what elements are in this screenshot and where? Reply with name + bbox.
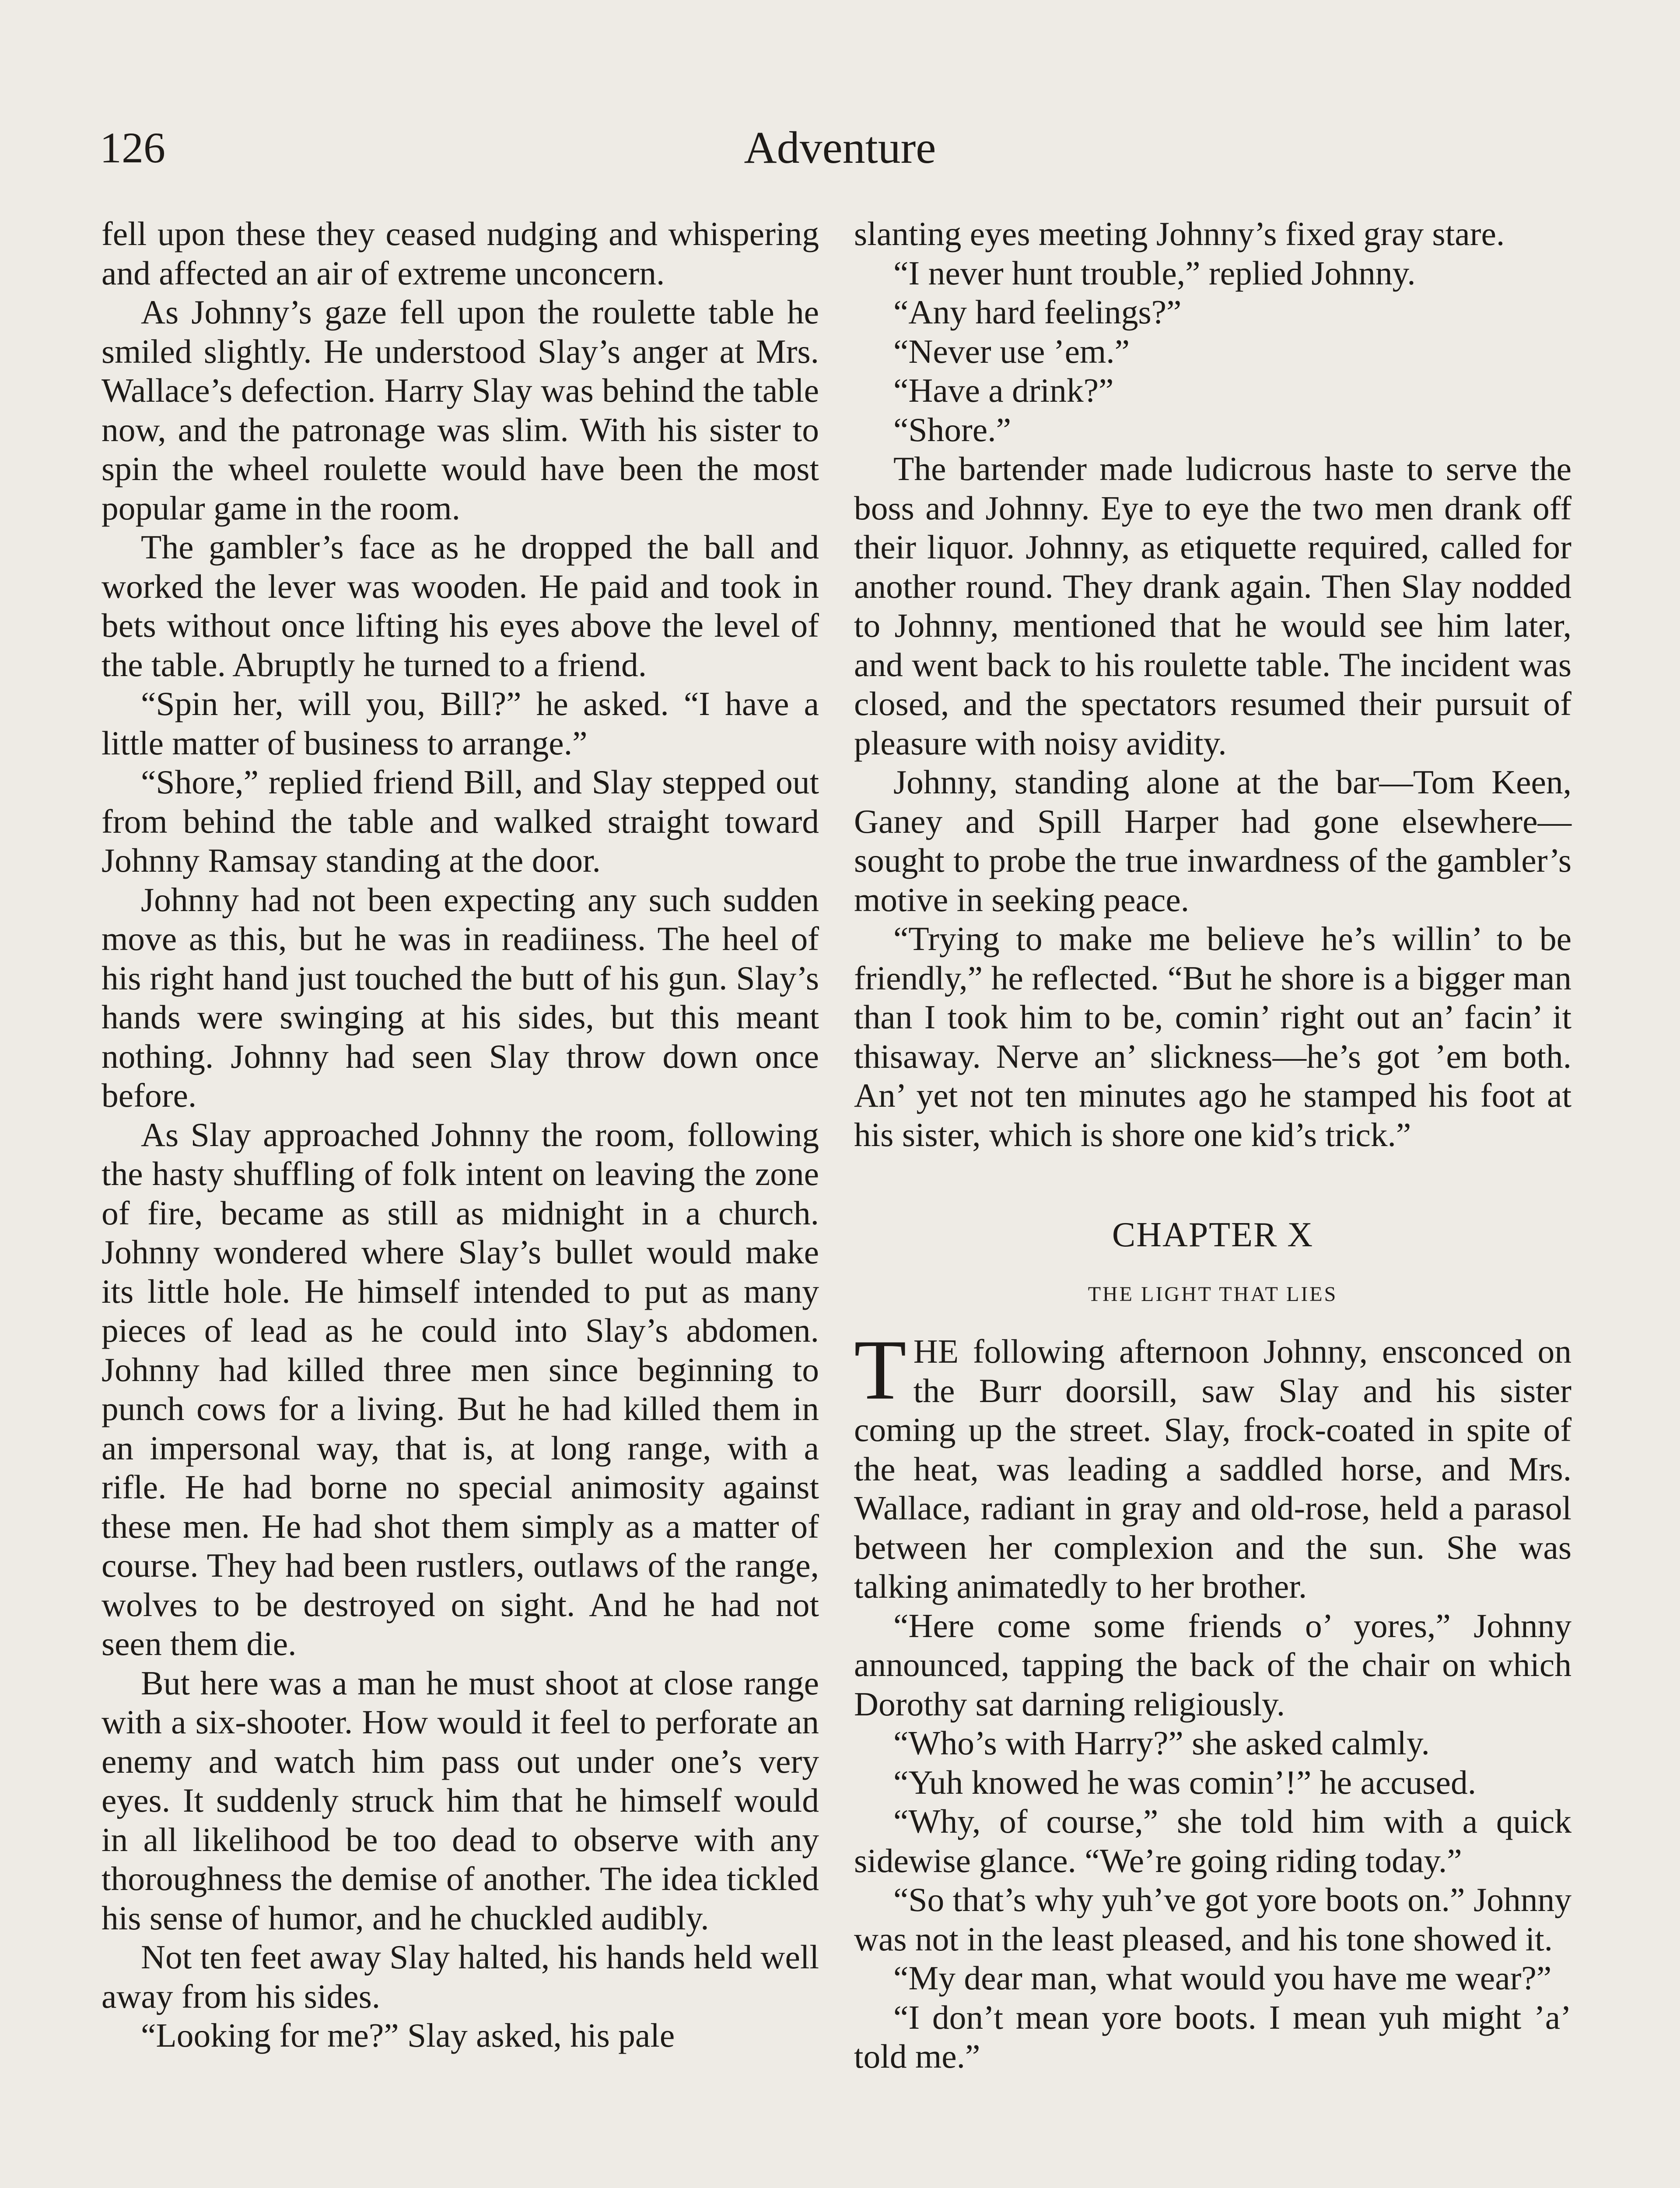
paragraph: fell upon these they ceased nudging and whispering and affected an air of extreme unconcern. [102,215,819,292]
running-title: Adventure [744,123,936,173]
paragraph: The gambler’s face as he dropped the ball and worked the lever was wooden. He paid and took in bets without once lifting his eyes above the level of the table. Abruptly he turned to a friend. [102,528,819,684]
page-header [100,122,1580,174]
paragraph: “Have a drink?” [893,372,1114,409]
paragraph: “Never use ’em.” [893,332,1130,370]
paragraph: “Trying to make me believe he’s willin’ to be friendly,” he reflected. “But he shore is a bigger man than I took him to be, comin’ right out an’ facin’ it thisaway. Nerve an’ slickness—he’s got ’em both. An’ yet not ten minutes ago he stamped his foot at his sister, which is shore one kid’s trick.” [854,920,1572,1154]
paragraph: “Yuh knowed he was comin’!” he accused. [893,1763,1477,1801]
drop-cap: T [854,1322,906,1417]
paragraph: “Shore,” replied friend Bill, and Slay stepped out from behind the table and walked straight toward Johnny Ramsay standing at the door. [102,763,819,879]
paragraph: “I never hunt trouble,” replied Johnny. [893,254,1416,292]
paragraph: “Any hard feelings?” [893,293,1182,331]
paragraph: Johnny had not been expecting any such sudden move as this, but he was in readiiness. The heel of his right hand just touched the butt of his gun. Slay’s hands were swinging at his sides, but this meant nothing. Johnny had seen Slay throw down once before. [102,880,819,1114]
chapter-opening-paragraph [854,1322,1572,1606]
paragraph: “Spin her, will you, Bill?” he asked. “I have a little matter of business to arrange.” [102,685,819,762]
paragraph: “So that’s why yuh’ve got yore boots on.” Johnny was not in the least pleased, and his tone showed it. [854,1881,1572,1958]
paragraph: Johnny, standing alone at the bar—Tom Keen, Ganey and Spill Harper had gone elsewhere—sought to probe the true inwardness of the gambler’s motive in seeking peace. [854,763,1572,919]
paragraph: “My dear man, what would you have me wear?” [893,1959,1552,1997]
paragraph: “Why, of course,” she told him with a quick sidewise glance. “We’re going riding today.” [854,1802,1572,1879]
paragraph: But here was a man he must shoot at close range with a six-shooter. How would it feel to perforate an enemy and watch him pass out under one’s very eyes. It suddenly struck him that he himself would in all likelihood be too dead to observe with any thoroughness the demise of another. The idea tickled his sense of humor, and he chuckled audibly. [102,1664,819,1937]
right-column [854,214,1572,2076]
page-number: 126 [100,123,165,172]
paragraph: “Looking for me?” Slay asked, his pale [141,2016,675,2054]
paragraph: As Slay approached Johnny the room, following the hasty shuffling of folk intent on leaving the zone of fire, became as still as midnight in a church. Johnny wondered where Slay’s bullet would make its little hole. He himself intended to put as many pieces of lead as he could into Slay’s abdomen. Johnny had killed three men since beginning to punch cows for a living. But he had killed them in an impersonal way, that is, at long range, with a rifle. He had borne no special animosity against these men. He had shot them simply as a matter of course. They had been rustlers, outlaws of the range, wolves to be destroyed on sight. And he had not seen them die. [102,1115,819,1662]
paragraph: “I don’t mean yore boots. I mean yuh might ’a’ told me.” [854,1998,1572,2075]
left-column [102,214,819,2055]
paragraph: As Johnny’s gaze fell upon the roulette table he smiled slightly. He understood Slay’s anger at Mrs. Wallace’s defection. Harry Slay was behind the table now, and the patronage was slim. With his sister to spin the wheel roulette would have been the most popular game in the room. [102,293,819,527]
paragraph: “Who’s with Harry?” she asked calmly. [893,1724,1430,1762]
opening-text: HE following afternoon Johnny, ensconced on the Burr doorsill, saw Slay and his sister coming up the street. Slay, frock-coated in spite of the heat, was leading a saddled horse, and Mrs. Wallace, radiant in gray and old-rose, held a parasol between her complexion and the sun. She was talking animatedly to her brother. [854,1332,1572,1605]
paragraph: slanting eyes meeting Johnny’s fixed gray stare. [854,215,1505,252]
paragraph: “Here come some friends o’ yores,” Johnny announced, tapping the back of the chair on which Dorothy sat darning religiously. [854,1606,1572,1723]
paragraph: The bartender made ludicrous haste to serve the boss and Johnny. Eye to eye the two men drank off their liquor. Johnny, as etiquette required, called for another round. They drank again. Then Slay nodded to Johnny, mentioned that he would see him later, and went back to his roulette table. The incident was closed, and the spectators resumed their pursuit of pleasure with noisy avidity. [854,450,1572,762]
paragraph: “Shore.” [893,410,1011,449]
chapter-subtitle: THE LIGHT THAT LIES [1088,1283,1338,1306]
paragraph: Not ten feet away Slay halted, his hands held well away from his sides. [102,1938,819,2015]
chapter-title: CHAPTER X [1112,1216,1314,1254]
